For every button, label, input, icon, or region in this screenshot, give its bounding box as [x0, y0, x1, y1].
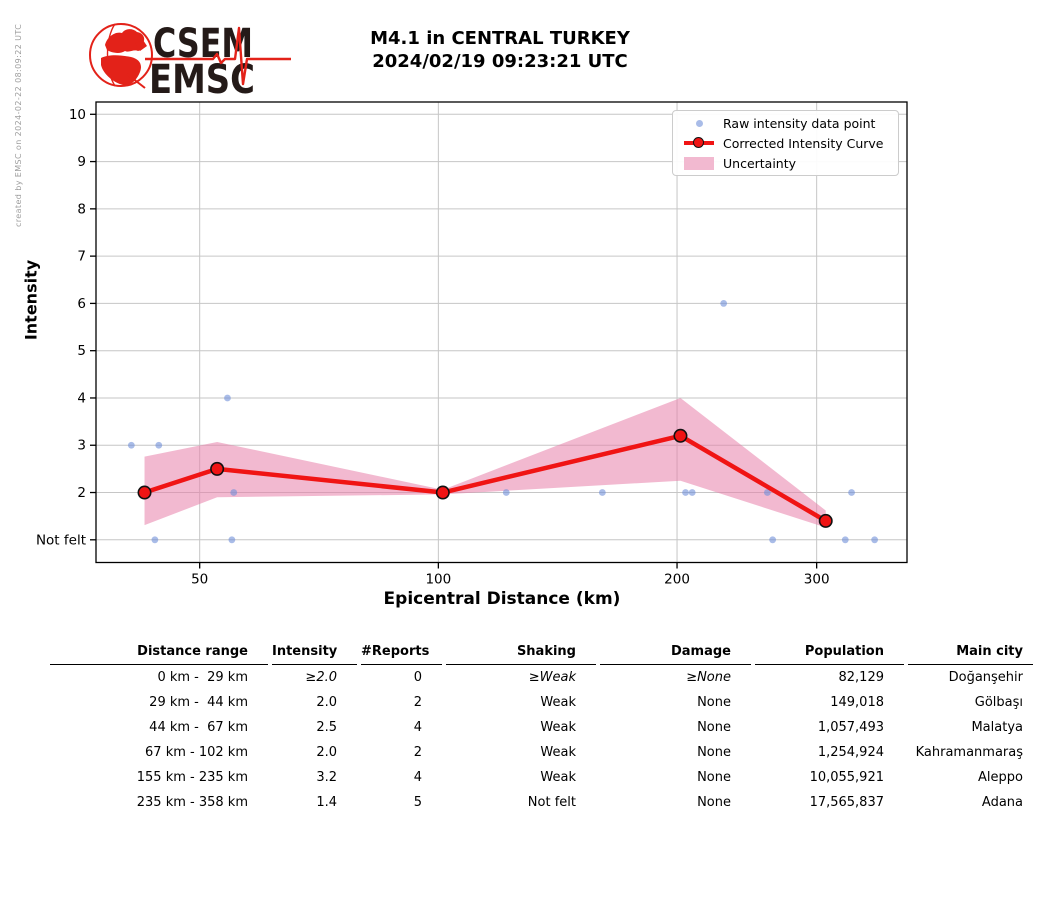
logo-emsc-text: EMSC	[149, 57, 255, 103]
table-cell: Weak	[540, 720, 576, 735]
table-cell: 4	[413, 770, 422, 785]
y-tick-label: 3	[77, 437, 86, 454]
table-cell: ≥2.0	[305, 670, 337, 685]
table-cell: ≥None	[686, 670, 731, 685]
raw-data-point	[769, 536, 776, 543]
y-tick-label: 2	[77, 485, 86, 502]
table-cell: Weak	[540, 770, 576, 785]
table-cell: None	[697, 720, 731, 735]
x-axis-title: Epicentral Distance (km)	[383, 589, 621, 609]
table-cell: 17,565,837	[809, 795, 884, 810]
table-cell: None	[697, 770, 731, 785]
table-header-main-city: Main city	[908, 639, 1033, 665]
table-row	[50, 765, 1033, 790]
y-tick-label: 9	[77, 154, 86, 171]
table-cell: 0 km - 29 km	[157, 670, 248, 685]
table-cell: 1,254,924	[817, 745, 884, 760]
table-cell: Kahramanmaraş	[915, 745, 1023, 760]
raw-data-point	[224, 395, 231, 402]
table-cell: 5	[413, 795, 422, 810]
y-tick-label: Not felt	[35, 532, 86, 549]
table-cell: 0	[413, 670, 422, 685]
curve-point	[437, 486, 449, 498]
raw-data-point	[689, 489, 696, 496]
table-header--reports: #Reports	[361, 639, 442, 665]
table-cell: 1,057,493	[817, 720, 884, 735]
x-tick-label: 200	[664, 571, 690, 588]
y-tick-label: 8	[77, 201, 86, 218]
y-tick-label: 6	[77, 295, 86, 312]
table-cell: 2.0	[316, 745, 337, 760]
raw-data-point	[842, 536, 849, 543]
credit-text: created by EMSC on 2024-02-22 08:09:22 UTC	[14, 23, 23, 227]
x-tick-label: 100	[425, 571, 452, 588]
logo-csem-text: CSEM	[153, 21, 253, 67]
table-row	[50, 665, 1033, 690]
legend-label-curve: Corrected Intensity Curve	[723, 135, 884, 151]
table-row	[50, 790, 1033, 815]
y-tick-label: 5	[77, 343, 86, 360]
raw-data-point	[871, 536, 878, 543]
table-row	[50, 715, 1033, 740]
legend-item-curve	[673, 133, 898, 153]
raw-point-icon	[682, 120, 716, 127]
table-cell: Aleppo	[978, 770, 1023, 785]
raw-data-point	[599, 489, 606, 496]
table-cell: 149,018	[830, 695, 884, 710]
table-cell: Adana	[981, 795, 1023, 810]
raw-data-point	[228, 536, 235, 543]
impact-table-body	[50, 665, 1033, 815]
raw-data-point	[155, 442, 162, 449]
table-cell: Weak	[540, 745, 576, 760]
table-cell: Malatya	[971, 720, 1023, 735]
table-cell: None	[697, 795, 731, 810]
table-cell: 2.0	[316, 695, 337, 710]
raw-data-point	[848, 489, 855, 496]
legend-label-raw: Raw intensity data point	[723, 115, 876, 131]
y-tick-label: 4	[77, 390, 86, 407]
raw-data-point	[230, 489, 237, 496]
chart-legend	[672, 110, 899, 176]
table-cell: 44 km - 67 km	[149, 720, 248, 735]
raw-data-point	[151, 536, 158, 543]
table-cell: 235 km - 358 km	[136, 795, 248, 810]
table-header-distance-range: Distance range	[50, 639, 268, 665]
table-header-population: Population	[755, 639, 904, 665]
legend-item-raw	[673, 113, 898, 133]
event-title-line2: 2024/02/19 09:23:21 UTC	[372, 51, 628, 72]
raw-data-point	[720, 300, 727, 307]
curve-line-icon	[682, 137, 716, 149]
table-cell: 10,055,921	[809, 770, 884, 785]
raw-data-point	[128, 442, 135, 449]
table-row	[50, 690, 1033, 715]
raw-data-point	[503, 489, 510, 496]
table-header-damage: Damage	[600, 639, 751, 665]
x-tick-label: 50	[191, 571, 209, 588]
curve-point	[211, 463, 223, 475]
table-header-shaking: Shaking	[446, 639, 596, 665]
curve-point	[674, 430, 686, 442]
table-cell: 29 km - 44 km	[149, 695, 248, 710]
table-header-intensity: Intensity	[272, 639, 357, 665]
legend-item-uncertainty	[673, 153, 898, 173]
table-cell: ≥Weak	[528, 670, 576, 685]
table-row	[50, 740, 1033, 765]
table-cell: Gölbaşı	[974, 695, 1023, 710]
legend-label-uncertainty: Uncertainty	[723, 155, 797, 171]
curve-point	[138, 486, 150, 498]
table-cell: Not felt	[527, 795, 576, 810]
table-cell: None	[697, 745, 731, 760]
table-cell: 82,129	[838, 670, 884, 685]
table-cell: 1.4	[316, 795, 337, 810]
raw-data-point	[682, 489, 689, 496]
impact-table-head	[50, 639, 1033, 665]
table-cell: 3.2	[316, 770, 337, 785]
y-axis-title: Intensity	[21, 259, 41, 341]
table-cell: 2	[413, 745, 422, 760]
y-tick-label: 10	[68, 106, 86, 123]
table-cell: 155 km - 235 km	[136, 770, 248, 785]
impact-table	[46, 639, 1037, 815]
table-cell: 2	[413, 695, 422, 710]
table-cell: None	[697, 695, 731, 710]
curve-point	[820, 515, 832, 527]
table-cell: 4	[413, 720, 422, 735]
uncertainty-band-icon	[682, 157, 716, 170]
table-cell: 2.5	[316, 720, 337, 735]
table-cell: Doğanşehir	[948, 670, 1023, 685]
y-tick-label: 7	[77, 248, 86, 265]
x-tick-label: 300	[803, 571, 830, 588]
table-cell: Weak	[540, 695, 576, 710]
event-title-line1: M4.1 in CENTRAL TURKEY	[370, 28, 630, 49]
table-cell: 67 km - 102 km	[145, 745, 248, 760]
